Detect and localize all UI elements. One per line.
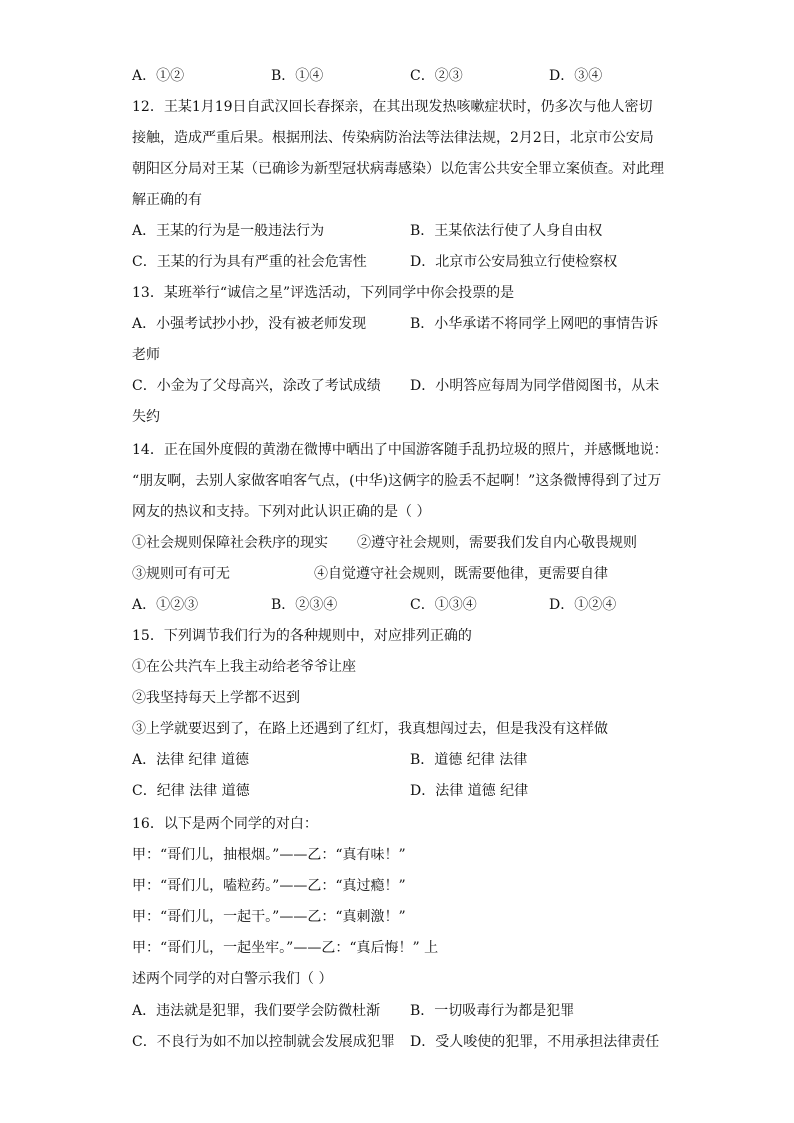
q14-stem-line: “朋友啊，去别人家做客咱客气点，(中华)这俩字的脸丢不起啊！”这条微博得到了过万 [132,473,662,489]
q12-stem-line: 接触，造成严重后果。根据刑法、传染病防治法等法律法规，2月2日，北京市公安局 [132,130,654,146]
q16-option-d: D．受人唆使的犯罪，不用承担法律责任 [410,1034,660,1050]
q16-dialog-line: 甲：“哥们儿，嗑粒药。”——乙：“真过瘾！” [132,878,406,894]
q12-option-a: A．王某的行为是一般违法行为 [132,223,325,239]
q13-option-d-continued: 失约 [132,409,160,425]
q15-option-c: C．纪律 法律 道德 [132,783,250,799]
q13-option-b-continued: 老师 [132,347,160,363]
q15-option-b: B．道德 纪律 法律 [410,752,528,768]
q14-item-3: ③规则可有可无 [132,566,230,582]
q13-stem: 13．某班举行“诚信之星”评选活动，下列同学中你会投票的是 [132,285,515,301]
q12-option-c: C．王某的行为具有严重的社会危害性 [132,254,367,270]
q15-item-1: ①在公共汽车上我主动给老爷爷让座 [132,659,356,675]
q14-item-4: ④自觉遵守社会规则，既需要他律，更需要自律 [314,566,608,582]
q14-stem-line: 网友的热议和支持。下列对此认识正确的是（ ） [132,504,431,520]
q12-option-d: D．北京市公安局独立行使检察权 [410,254,618,270]
q12-stem-line: 解正确的有 [132,192,202,208]
q14-option-b: B．②③④ [271,597,338,613]
q11-option-a: A．①② [132,68,185,84]
q16-dialog-line: 甲：“哥们儿，抽根烟。”——乙：“真有味！” [132,847,406,863]
q16-option-a: A．违法就是犯罪，我们要学会防微杜渐 [132,1003,381,1019]
q16-stem: 16．以下是两个同学的对白： [132,816,318,832]
q16-option-b: B．一切吸毒行为都是犯罪 [410,1003,575,1019]
q16-dialog-line: 甲：“哥们儿，一起坐牢。”——乙：“真后悔！” 上 [132,940,439,956]
q15-item-3: ③上学就要迟到了，在路上还遇到了红灯，我真想闯过去，但是我没有这样做 [132,721,608,737]
q13-option-c: C．小金为了父母高兴，涂改了考试成绩 [132,378,381,394]
q15-option-a: A．法律 纪律 道德 [132,752,250,768]
q13-option-b: B．小华承诺不将同学上网吧的事情告诉 [410,316,659,332]
q16-option-c: C．不良行为如不加以控制就会发展成犯罪 [132,1034,395,1050]
q14-item-1: ①社会规则保障社会秩序的现实 [132,535,328,551]
q14-option-c: C．①③④ [410,597,477,613]
q14-stem-line: 14．正在国外度假的黄渤在微博中晒出了中国游客随手乱扔垃圾的照片，并感慨地说： [132,442,668,458]
q16-prompt: 述两个同学的对白警示我们（ ） [132,971,333,987]
q15-option-d: D．法律 道德 纪律 [410,783,529,799]
q14-item-2: ②遵守社会规则，需要我们发自内心敬畏规则 [357,535,637,551]
q12-option-b: B．王某依法行使了人身自由权 [410,223,603,239]
q11-option-b: B．①④ [271,68,324,84]
q16-dialog-line: 甲：“哥们儿，一起干。”——乙：“真刺激！” [132,909,406,925]
q12-stem-line: 朝阳区分局对王某（已确诊为新型冠状病毒感染）以危害公共安全罪立案侦查。对此理 [132,161,664,177]
q11-option-d: D．③④ [549,68,603,84]
q13-option-a: A．小强考试抄小抄，没有被老师发现 [132,316,367,332]
q14-option-d: D．①②④ [549,597,617,613]
q15-item-2: ②我坚持每天上学都不迟到 [132,690,300,706]
q12-stem-line: 12．王某1月19日自武汉回长春探亲，在其出现发热咳嗽症状时，仍多次与他人密切 [132,99,653,115]
q14-option-a: A．①②③ [132,597,199,613]
q13-option-d: D．小明答应每周为同学借阅图书，从未 [410,378,660,394]
q15-stem: 15．下列调节我们行为的各种规则中，对应排列正确的 [132,628,472,644]
q11-option-c: C．②③ [410,68,463,84]
